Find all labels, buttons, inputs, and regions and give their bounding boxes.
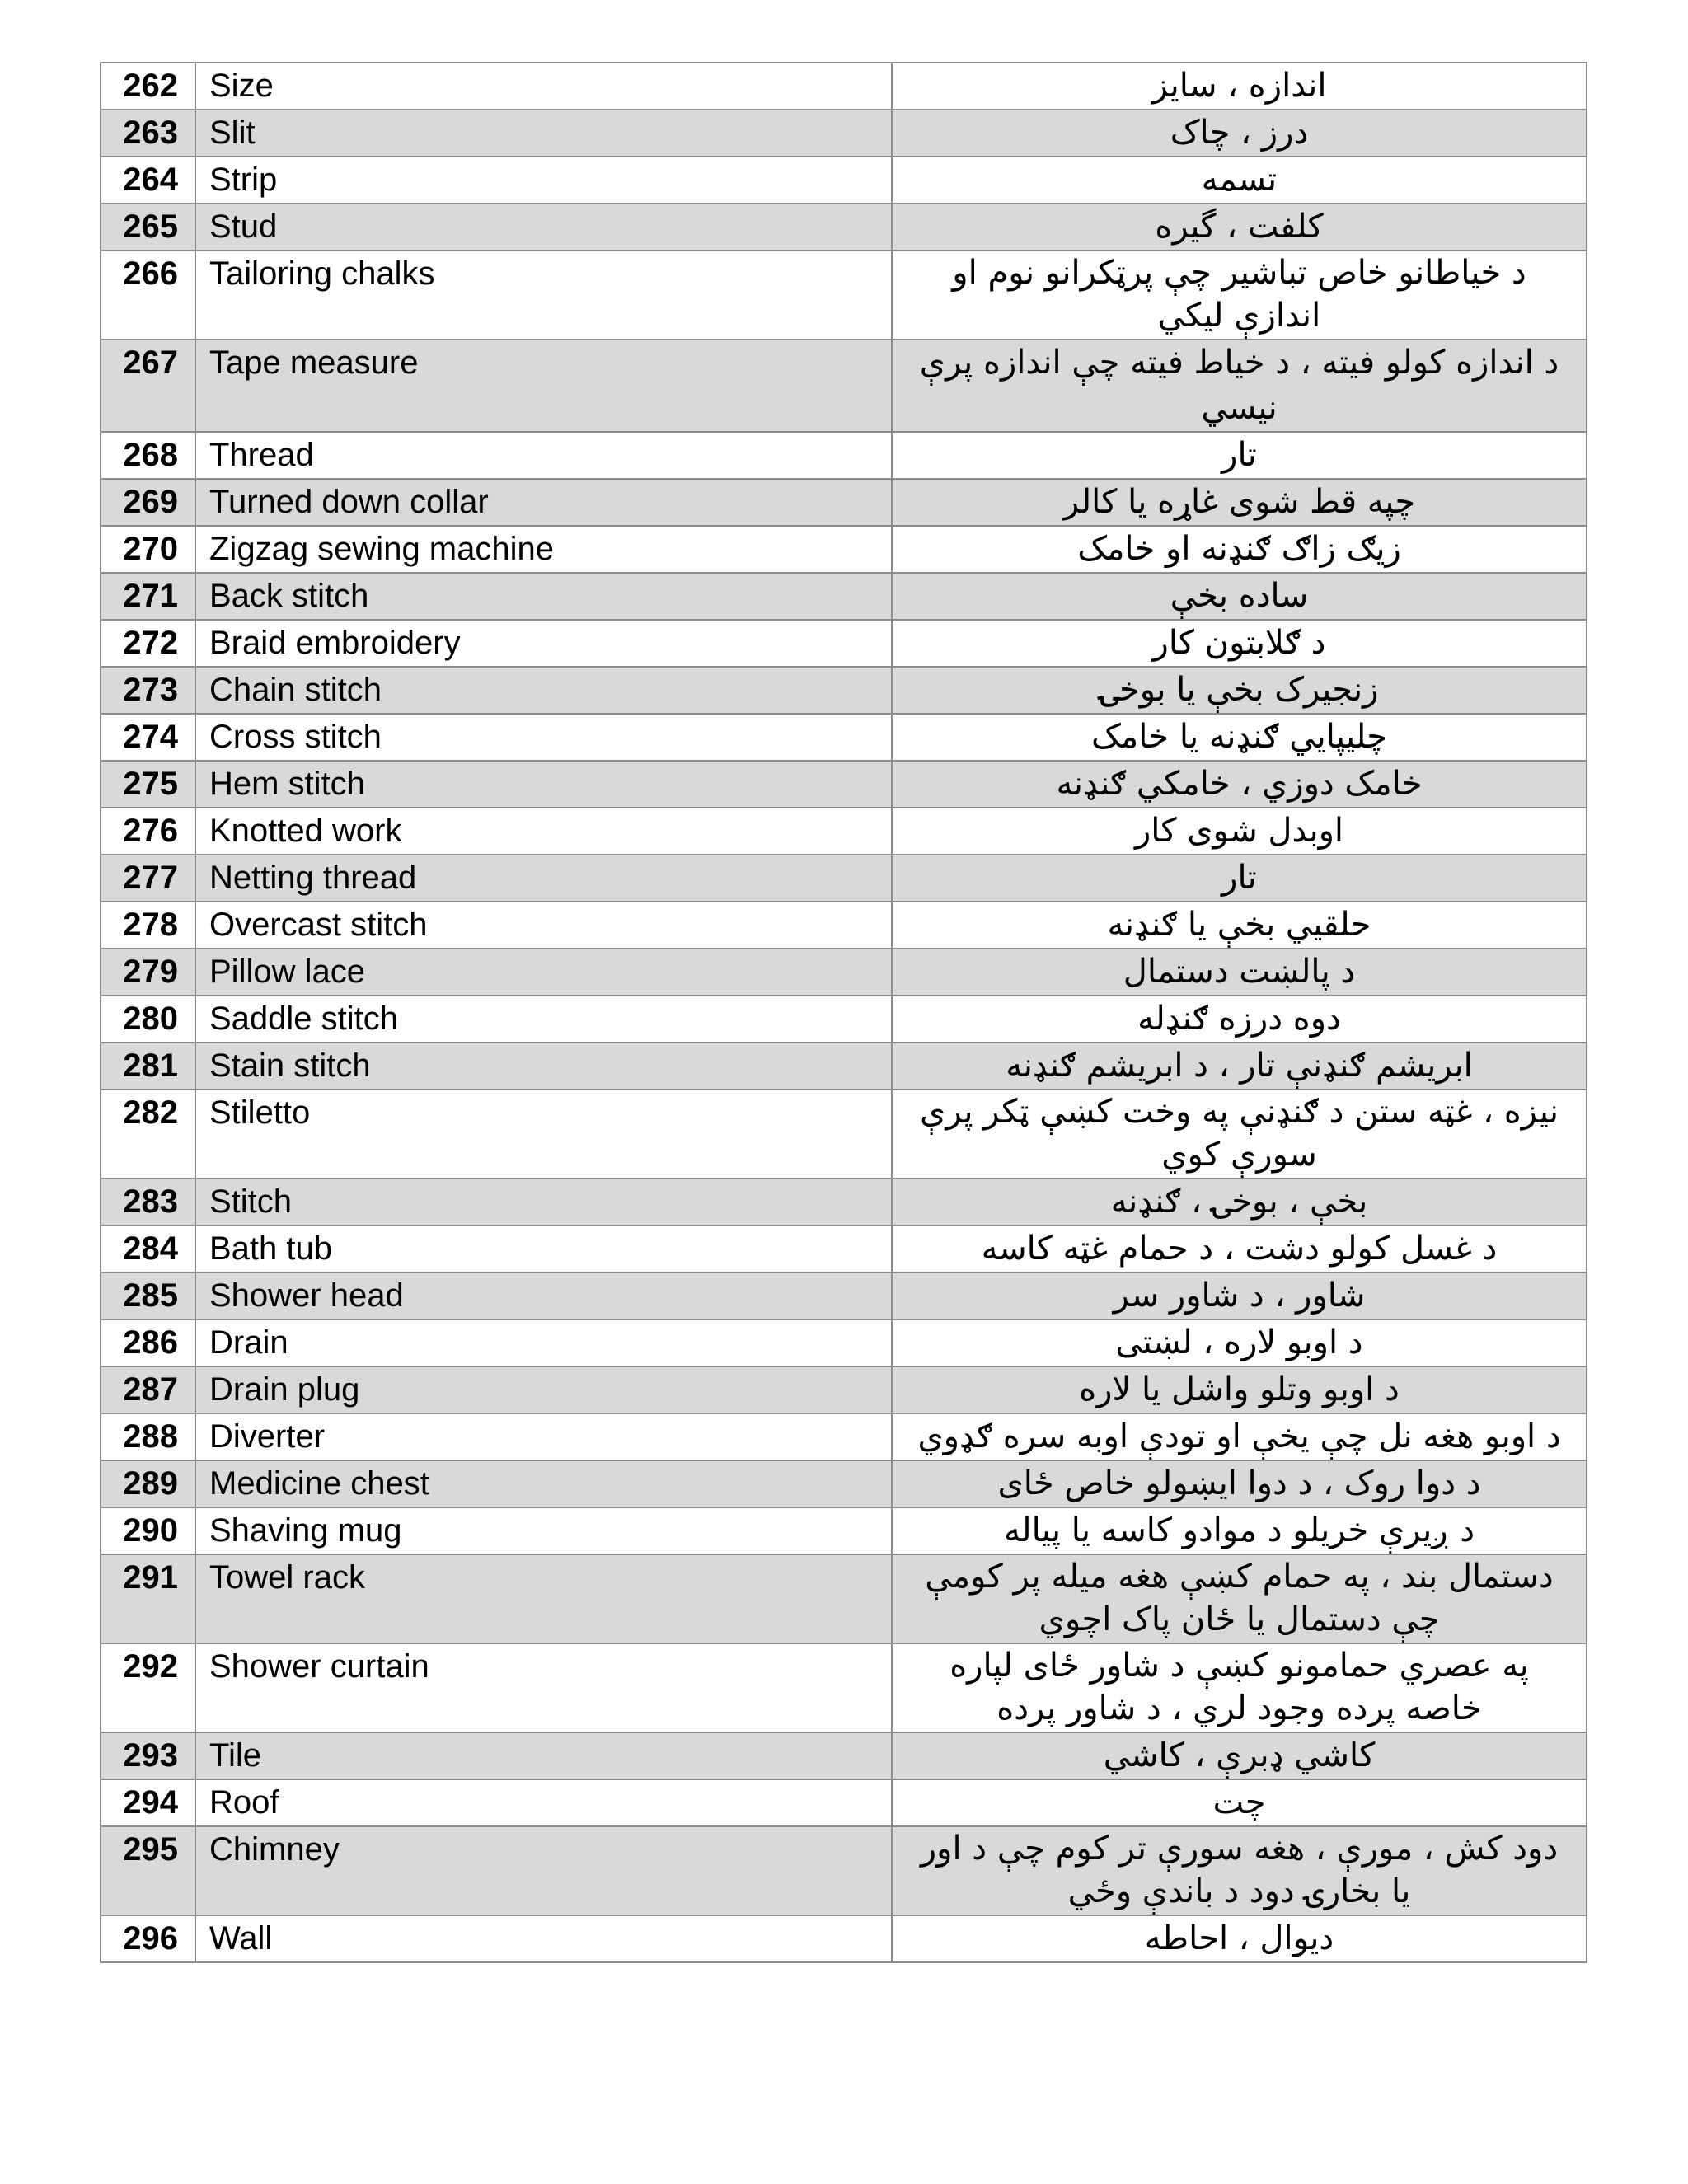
entry-number: 288 bbox=[101, 1413, 195, 1460]
pashto-translation: خامک دوزي ، خامکي ګنډنه bbox=[892, 761, 1587, 808]
entry-number: 284 bbox=[101, 1226, 195, 1272]
english-term: Knotted work bbox=[195, 808, 892, 855]
pashto-translation: ساده بخې bbox=[892, 573, 1587, 620]
entry-number: 285 bbox=[101, 1272, 195, 1319]
english-term: Wall bbox=[195, 1915, 892, 1962]
english-term: Strip bbox=[195, 157, 892, 204]
entry-number: 292 bbox=[101, 1643, 195, 1732]
entry-number: 295 bbox=[101, 1826, 195, 1915]
entry-number: 294 bbox=[101, 1779, 195, 1826]
table-row bbox=[101, 1826, 1587, 1915]
english-term: Turned down collar bbox=[195, 479, 892, 526]
pashto-translation: دوه درزه ګنډله bbox=[892, 996, 1587, 1043]
entry-number: 269 bbox=[101, 479, 195, 526]
table-row bbox=[101, 1319, 1587, 1366]
pashto-translation: د اوبو وتلو واشل یا لاره bbox=[892, 1366, 1587, 1413]
english-term: Diverter bbox=[195, 1413, 892, 1460]
table-row bbox=[101, 1226, 1587, 1272]
table-row bbox=[101, 340, 1587, 432]
entry-number: 277 bbox=[101, 855, 195, 902]
pashto-translation: د پالښت دستمال bbox=[892, 949, 1587, 996]
english-term: Netting thread bbox=[195, 855, 892, 902]
pashto-translation: بخې ، بوخۍ ، ګنډنه bbox=[892, 1179, 1587, 1226]
english-term: Back stitch bbox=[195, 573, 892, 620]
entry-number: 265 bbox=[101, 204, 195, 251]
entry-number: 289 bbox=[101, 1460, 195, 1507]
table-row bbox=[101, 1915, 1587, 1962]
english-term: Shaving mug bbox=[195, 1507, 892, 1554]
pashto-translation: زنجیرک بخې یا بوخۍ bbox=[892, 667, 1587, 714]
english-term: Slit bbox=[195, 110, 892, 157]
table-row bbox=[101, 1554, 1587, 1643]
entry-number: 270 bbox=[101, 526, 195, 573]
english-term: Medicine chest bbox=[195, 1460, 892, 1507]
english-term: Bath tub bbox=[195, 1226, 892, 1272]
entry-number: 267 bbox=[101, 340, 195, 432]
english-term: Size bbox=[195, 63, 892, 110]
pashto-translation: تار bbox=[892, 432, 1587, 479]
pashto-translation: کلفت ، گیره bbox=[892, 204, 1587, 251]
pashto-translation: د اوبو هغه نل چې یخې او تودې اوبه سره ګډوي bbox=[892, 1413, 1587, 1460]
pashto-translation: شاور ، د شاور سر bbox=[892, 1272, 1587, 1319]
glossary-table bbox=[100, 62, 1587, 1963]
table-row bbox=[101, 573, 1587, 620]
entry-number: 263 bbox=[101, 110, 195, 157]
table-row bbox=[101, 63, 1587, 110]
english-term: Stain stitch bbox=[195, 1043, 892, 1090]
english-term: Stiletto bbox=[195, 1090, 892, 1179]
pashto-translation: د ګلابتون کار bbox=[892, 620, 1587, 667]
table-row bbox=[101, 479, 1587, 526]
pashto-translation: د اوبو لاره ، لښتی bbox=[892, 1319, 1587, 1366]
entry-number: 278 bbox=[101, 902, 195, 949]
english-term: Chain stitch bbox=[195, 667, 892, 714]
pashto-translation: اندازه ، سایز bbox=[892, 63, 1587, 110]
entry-number: 274 bbox=[101, 714, 195, 761]
table-row bbox=[101, 996, 1587, 1043]
pashto-translation: ابریشم ګنډنې تار ، د ابریشم ګنډنه bbox=[892, 1043, 1587, 1090]
table-row bbox=[101, 808, 1587, 855]
pashto-translation: چلیپایي ګنډنه یا خامک bbox=[892, 714, 1587, 761]
pashto-translation: چت bbox=[892, 1779, 1587, 1826]
english-term: Tailoring chalks bbox=[195, 251, 892, 340]
table-row bbox=[101, 251, 1587, 340]
glossary-table-body bbox=[101, 63, 1587, 1962]
table-row bbox=[101, 667, 1587, 714]
table-row bbox=[101, 432, 1587, 479]
table-row bbox=[101, 1043, 1587, 1090]
pashto-translation: نیزه ، غټه ستن د ګنډنې په وخت کښې ټکر پرې سورې کوي bbox=[892, 1090, 1587, 1179]
english-term: Braid embroidery bbox=[195, 620, 892, 667]
entry-number: 264 bbox=[101, 157, 195, 204]
pashto-translation: اوبدل شوی کار bbox=[892, 808, 1587, 855]
entry-number: 266 bbox=[101, 251, 195, 340]
table-row bbox=[101, 1090, 1587, 1179]
pashto-translation: چپه قط شوی غاړه یا کالر bbox=[892, 479, 1587, 526]
english-term: Saddle stitch bbox=[195, 996, 892, 1043]
english-term: Shower curtain bbox=[195, 1643, 892, 1732]
pashto-translation: د غسل کولو دشت ، د حمام غټه کاسه bbox=[892, 1226, 1587, 1272]
english-term: Chimney bbox=[195, 1826, 892, 1915]
english-term: Tape measure bbox=[195, 340, 892, 432]
table-row bbox=[101, 1643, 1587, 1732]
english-term: Zigzag sewing machine bbox=[195, 526, 892, 573]
entry-number: 281 bbox=[101, 1043, 195, 1090]
table-row bbox=[101, 761, 1587, 808]
entry-number: 290 bbox=[101, 1507, 195, 1554]
entry-number: 282 bbox=[101, 1090, 195, 1179]
entry-number: 293 bbox=[101, 1732, 195, 1779]
english-term: Thread bbox=[195, 432, 892, 479]
entry-number: 291 bbox=[101, 1554, 195, 1643]
english-term: Tile bbox=[195, 1732, 892, 1779]
pashto-translation: زیګ زاګ ګنډنه او خامک bbox=[892, 526, 1587, 573]
english-term: Overcast stitch bbox=[195, 902, 892, 949]
entry-number: 262 bbox=[101, 63, 195, 110]
english-term: Shower head bbox=[195, 1272, 892, 1319]
table-row bbox=[101, 1179, 1587, 1226]
pashto-translation: د دوا روک ، د دوا ایښولو خاص ځای bbox=[892, 1460, 1587, 1507]
entry-number: 286 bbox=[101, 1319, 195, 1366]
entry-number: 296 bbox=[101, 1915, 195, 1962]
table-row bbox=[101, 1732, 1587, 1779]
pashto-translation: درز ، چاک bbox=[892, 110, 1587, 157]
pashto-translation: دود کش ، مورې ، هغه سورې تر کوم چې د اور یا بخارۍ دود د باندې وځي bbox=[892, 1826, 1587, 1915]
english-term: Cross stitch bbox=[195, 714, 892, 761]
entry-number: 283 bbox=[101, 1179, 195, 1226]
entry-number: 272 bbox=[101, 620, 195, 667]
english-term: Stitch bbox=[195, 1179, 892, 1226]
table-row bbox=[101, 1366, 1587, 1413]
table-row bbox=[101, 1507, 1587, 1554]
entry-number: 280 bbox=[101, 996, 195, 1043]
entry-number: 287 bbox=[101, 1366, 195, 1413]
entry-number: 271 bbox=[101, 573, 195, 620]
table-row bbox=[101, 1779, 1587, 1826]
pashto-translation: دیوال ، احاطه bbox=[892, 1915, 1587, 1962]
table-row bbox=[101, 714, 1587, 761]
english-term: Roof bbox=[195, 1779, 892, 1826]
table-row bbox=[101, 204, 1587, 251]
pashto-translation: تار bbox=[892, 855, 1587, 902]
english-term: Drain plug bbox=[195, 1366, 892, 1413]
entry-number: 276 bbox=[101, 808, 195, 855]
pashto-translation: د خیاطانو خاص تباشیر چې پرټکرانو نوم او اندازې لیکي bbox=[892, 251, 1587, 340]
table-row bbox=[101, 949, 1587, 996]
english-term: Stud bbox=[195, 204, 892, 251]
table-row bbox=[101, 110, 1587, 157]
english-term: Drain bbox=[195, 1319, 892, 1366]
entry-number: 268 bbox=[101, 432, 195, 479]
pashto-translation: دستمال بند ، په حمام کښې هغه میله پر کومې چې دستمال یا ځان پاک اچوي bbox=[892, 1554, 1587, 1643]
table-row bbox=[101, 1460, 1587, 1507]
pashto-translation: د اندازه کولو فیته ، د خیاط فیته چې اندازه پرې نیسي bbox=[892, 340, 1587, 432]
entry-number: 275 bbox=[101, 761, 195, 808]
pashto-translation: حلقیي بخې یا ګنډنه bbox=[892, 902, 1587, 949]
english-term: Towel rack bbox=[195, 1554, 892, 1643]
pashto-translation: د ږیرې خریلو د موادو کاسه یا پیاله bbox=[892, 1507, 1587, 1554]
table-row bbox=[101, 1272, 1587, 1319]
table-row bbox=[101, 1413, 1587, 1460]
english-term: Pillow lace bbox=[195, 949, 892, 996]
english-term: Hem stitch bbox=[195, 761, 892, 808]
table-row bbox=[101, 620, 1587, 667]
entry-number: 273 bbox=[101, 667, 195, 714]
table-row bbox=[101, 902, 1587, 949]
table-row bbox=[101, 855, 1587, 902]
table-row bbox=[101, 526, 1587, 573]
pashto-translation: په عصري حمامونو کښې د شاور ځای لپاره خاصه پرده وجود لري ، د شاور پرده bbox=[892, 1643, 1587, 1732]
table-row bbox=[101, 157, 1587, 204]
entry-number: 279 bbox=[101, 949, 195, 996]
pashto-translation: تسمه bbox=[892, 157, 1587, 204]
pashto-translation: کاشي ډبرې ، کاشي bbox=[892, 1732, 1587, 1779]
